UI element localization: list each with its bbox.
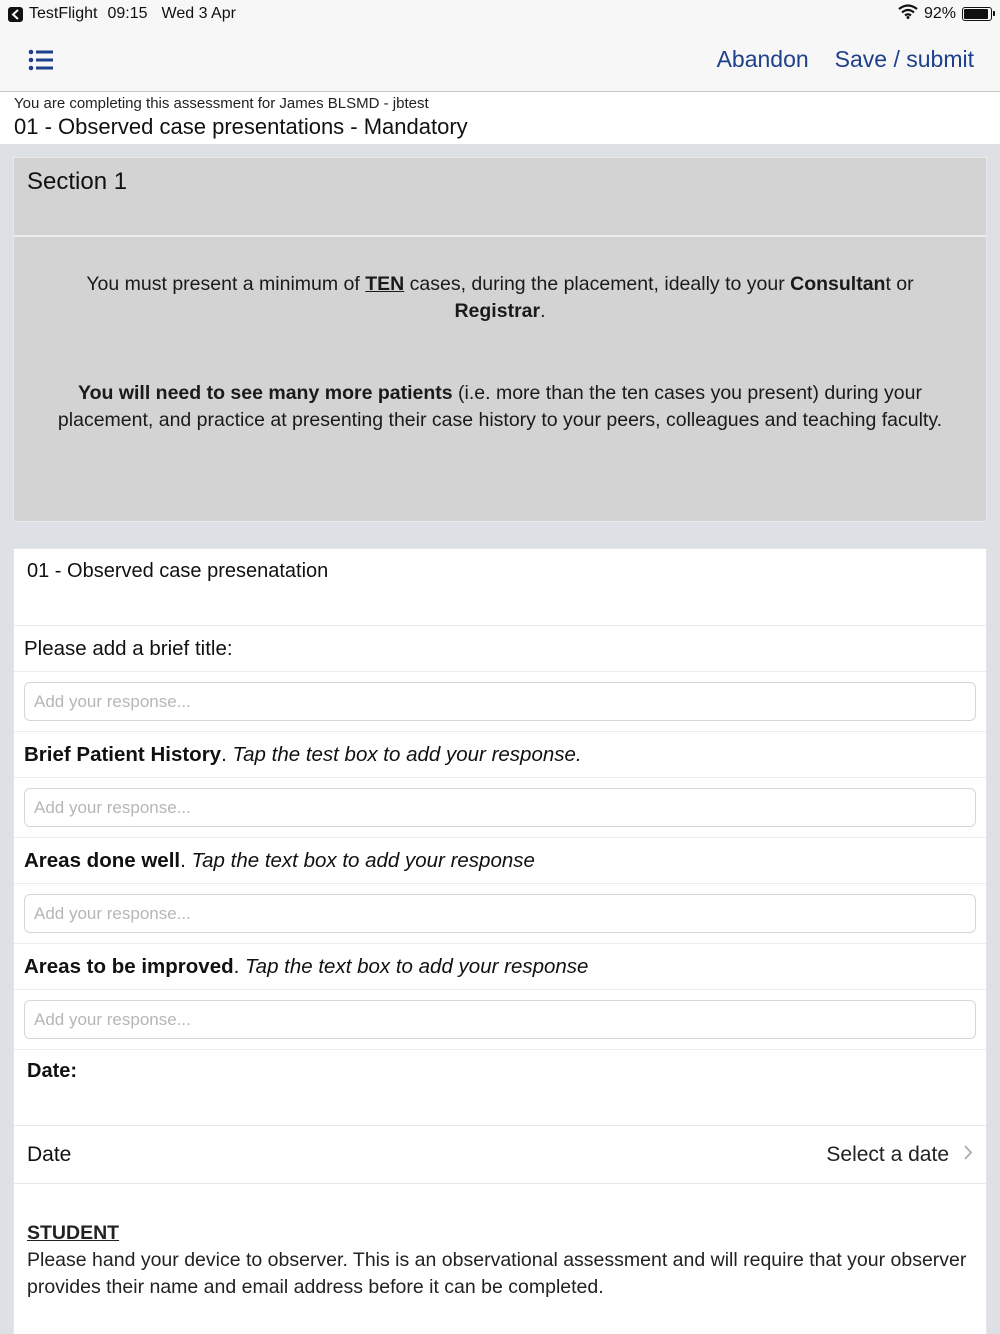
assessment-subject: You are completing this assessment for James BLSMD - jbtest	[14, 95, 429, 112]
save-submit-button[interactable]: Save / submit	[834, 46, 974, 72]
areas-done-well-label: Areas done well . Tap the text box to add your response	[14, 838, 986, 884]
assessment-header	[0, 92, 1000, 144]
status-time: 09:15	[107, 5, 148, 22]
back-to-app-icon[interactable]	[8, 7, 23, 22]
status-left	[8, 5, 236, 23]
brief-title-input-wrap	[14, 672, 986, 732]
instruction-paragraph-2: You will need to see many more patients (i.e. more than the ten cases you present) during your placement, and practice at presenting their case history to your peers, colleagues and teaching faculty.	[57, 382, 943, 431]
brief-title-label: Please add a brief title:	[14, 626, 986, 672]
wifi-icon	[898, 4, 918, 24]
student-text: Please hand your device to observer. This is an observational assessment and will require that your observer provides their name and email address before it can be completed.	[27, 1249, 967, 1298]
patient-history-label: Brief Patient History . Tap the test box to add your response.	[14, 732, 986, 778]
patient-history-input[interactable]	[24, 788, 976, 827]
section-card	[13, 157, 987, 522]
brief-title-input[interactable]	[24, 682, 976, 721]
battery-icon	[962, 7, 992, 21]
areas-to-improve-input[interactable]	[24, 1000, 976, 1039]
assessment-title: 01 - Observed case presentations - Mandatory	[14, 114, 468, 139]
date-label: Date	[27, 1142, 72, 1166]
status-right	[898, 4, 992, 24]
navigation-bar	[0, 28, 1000, 92]
status-bar	[0, 0, 1000, 28]
back-app-name[interactable]: TestFlight	[29, 5, 98, 22]
instruction-paragraph-1: You must present a minimum of TEN cases, during the placement, ideally to your Consultant or Registrar.	[86, 273, 914, 322]
abandon-button[interactable]: Abandon	[716, 46, 809, 72]
form-card	[13, 548, 987, 1334]
areas-to-improve-input-wrap	[14, 990, 986, 1050]
student-notice	[14, 1184, 986, 1301]
status-date: Wed 3 Apr	[161, 5, 236, 22]
student-heading: STUDENT	[27, 1222, 120, 1244]
patient-history-input-wrap	[14, 778, 986, 838]
section-instructions	[14, 237, 986, 434]
battery-level	[964, 9, 988, 19]
date-heading: Date:	[14, 1050, 986, 1126]
areas-to-improve-label: Areas to be improved . Tap the text box to add your response	[14, 944, 986, 990]
section-title: Section 1	[14, 158, 986, 237]
chevron-right-icon	[963, 1143, 973, 1167]
date-picker-row[interactable]	[14, 1126, 986, 1184]
list-menu-icon[interactable]	[26, 45, 56, 75]
areas-done-well-input[interactable]	[24, 894, 976, 933]
areas-done-well-input-wrap	[14, 884, 986, 944]
date-value[interactable]: Select a date	[826, 1142, 949, 1166]
form-title: 01 - Observed case presenatation	[14, 549, 986, 626]
battery-percent: 92%	[923, 5, 956, 22]
